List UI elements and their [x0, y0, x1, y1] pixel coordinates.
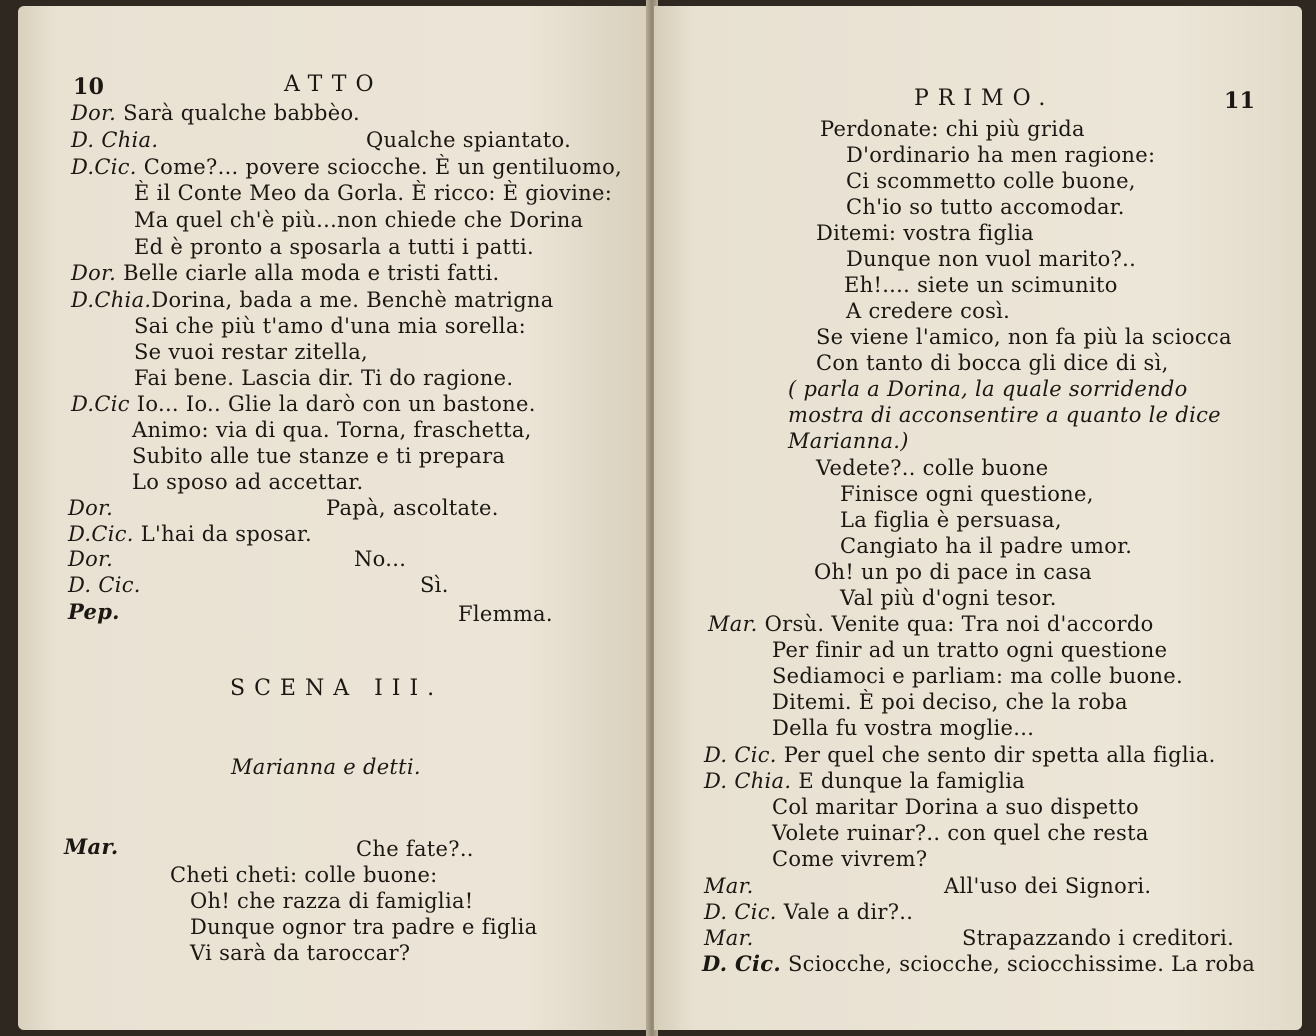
- verse: Oh! che razza di famiglia!: [190, 889, 474, 913]
- verse: Ditemi. È poi deciso, che la roba: [772, 690, 1128, 714]
- speaker: Mar.: [64, 834, 119, 859]
- left-page: [18, 6, 650, 1030]
- line: [702, 951, 1255, 977]
- verse: Sì.: [420, 573, 449, 597]
- verse: Della fu vostra moglie...: [772, 716, 1035, 740]
- speaker: D. Cic.: [704, 900, 777, 924]
- verse: Subito alle tue stanze e ti prepara: [132, 444, 506, 468]
- verse: Papà, ascoltate.: [326, 496, 499, 520]
- verse: A credere così.: [846, 299, 1011, 323]
- verse: È il Conte Meo da Gorla. È ricco: È giovine:: [134, 181, 613, 205]
- line: [71, 154, 622, 180]
- line: [71, 260, 500, 286]
- verse: Cangiato ha il padre umor.: [840, 534, 1133, 558]
- line: [708, 611, 1154, 637]
- verse: E dunque la famiglia: [798, 769, 1026, 793]
- speaker: Mar.: [704, 874, 754, 898]
- verse: Oh! un po di pace in casa: [814, 560, 1092, 584]
- line: [71, 391, 536, 417]
- verse: Ch'io so tutto accomodar.: [846, 195, 1125, 219]
- verse: Ed è pronto a sposarla a tutti i patti.: [134, 235, 535, 259]
- scene-persons: Marianna e detti.: [231, 755, 421, 779]
- verse: Val più d'ogni tesor.: [840, 586, 1057, 610]
- verse: Sciocche, sciocche, sciocchissime. La roba: [787, 952, 1256, 976]
- speaker: Mar.: [708, 612, 758, 636]
- verse: Come vivrem?: [772, 847, 928, 871]
- line: [71, 287, 554, 313]
- speaker: D. Cic.: [704, 743, 777, 767]
- verse: No...: [354, 547, 407, 571]
- verse: Per finir ad un tratto ogni questione: [772, 638, 1168, 662]
- verse: Volete ruinar?.. con quel che resta: [772, 821, 1149, 845]
- line: [704, 742, 1216, 768]
- running-head-left: ATTO: [284, 72, 383, 97]
- verse: Con tanto di bocca gli dice di sì,: [816, 351, 1169, 375]
- verse: Se viene l'amico, non fa più la sciocca: [816, 325, 1232, 349]
- verse: Cheti cheti: colle buone:: [170, 863, 438, 887]
- verse: Eh!.... siete un scimunito: [844, 273, 1118, 297]
- stage-direction: mostra di acconsentire a quanto le dice: [788, 403, 1221, 427]
- verse: Vedete?.. colle buone: [816, 456, 1049, 480]
- verse: Animo: via di qua. Torna, fraschetta,: [132, 418, 532, 442]
- verse: Strapazzando i creditori.: [962, 926, 1235, 950]
- verse: Io... Io.. Glie la darò con un bastone.: [136, 392, 536, 416]
- verse: Ma quel ch'è più...non chiede che Dorina: [134, 208, 584, 232]
- speaker: D.Cic: [71, 392, 130, 416]
- verse: La figlia è persuasa,: [840, 508, 1062, 532]
- line: [704, 768, 1025, 794]
- verse: Ditemi: vostra figlia: [816, 221, 1034, 245]
- verse: L'hai da sposar.: [140, 522, 312, 546]
- verse: Flemma.: [458, 602, 553, 626]
- verse: Col maritar Dorina a suo dispetto: [772, 795, 1139, 819]
- verse: Dunque non vuol marito?..: [846, 247, 1137, 271]
- verse: Dorina, bada a me. Benchè matrigna: [151, 288, 554, 312]
- scene-title: SCENA III.: [230, 676, 444, 701]
- verse: Che fate?..: [356, 837, 474, 861]
- verse: All'uso dei Signori.: [944, 874, 1152, 898]
- verse: Ci scommetto colle buone,: [846, 169, 1136, 193]
- verse: Fai bene. Lascia dir. Ti do ragione.: [134, 366, 514, 390]
- verse: Vale a dir?..: [783, 900, 914, 924]
- verse: Vi sarà da taroccar?: [190, 941, 411, 965]
- speaker: D. Cic.: [68, 573, 141, 597]
- speaker: Dor.: [71, 261, 117, 285]
- line: [71, 100, 360, 126]
- running-head-right: PRIMO.: [914, 86, 1055, 111]
- page-number-right: 11: [1224, 88, 1256, 114]
- verse: Sarà qualche babbèo.: [123, 101, 361, 125]
- speaker: Dor.: [71, 101, 117, 125]
- verse: Sai che più t'amo d'una mia sorella:: [134, 314, 527, 338]
- speaker: Dor.: [68, 547, 114, 571]
- stage-direction: ( parla a Dorina, la quale sorridendo: [788, 377, 1188, 401]
- speaker: D. Chia.: [71, 128, 159, 152]
- verse: D'ordinario ha men ragione:: [846, 143, 1156, 167]
- right-page: [654, 6, 1302, 1030]
- speaker: Pep.: [68, 599, 120, 624]
- verse: Dunque ognor tra padre e figlia: [190, 915, 538, 939]
- speaker: D. Cic.: [702, 951, 781, 976]
- line: [68, 521, 312, 547]
- speaker: Dor.: [68, 496, 114, 520]
- line: [704, 899, 913, 925]
- verse: Orsù. Venite qua: Tra noi d'accordo: [764, 612, 1154, 636]
- verse: Perdonate: chi più grida: [820, 117, 1085, 141]
- verse: Sediamoci e parliam: ma colle buone.: [772, 664, 1184, 688]
- speaker: D.Cic.: [71, 155, 137, 179]
- verse: Belle ciarle alla moda e tristi fatti.: [123, 261, 500, 285]
- verse: Qualche spiantato.: [366, 128, 572, 152]
- verse: Se vuoi restar zitella,: [134, 340, 369, 364]
- stage-direction: Marianna.): [788, 429, 909, 453]
- verse: Finisce ogni questione,: [840, 482, 1094, 506]
- speaker: Mar.: [704, 926, 754, 950]
- verse: Per quel che sento dir spetta alla figlia.: [783, 743, 1216, 767]
- speaker: D.Chia.: [71, 288, 152, 312]
- verse: Come?... povere sciocche. È un gentiluomo,: [143, 155, 623, 179]
- speaker: D.Cic.: [68, 522, 134, 546]
- speaker: D. Chia.: [704, 769, 792, 793]
- verse: Lo sposo ad accettar.: [132, 470, 364, 494]
- page-number-left: 10: [73, 74, 105, 100]
